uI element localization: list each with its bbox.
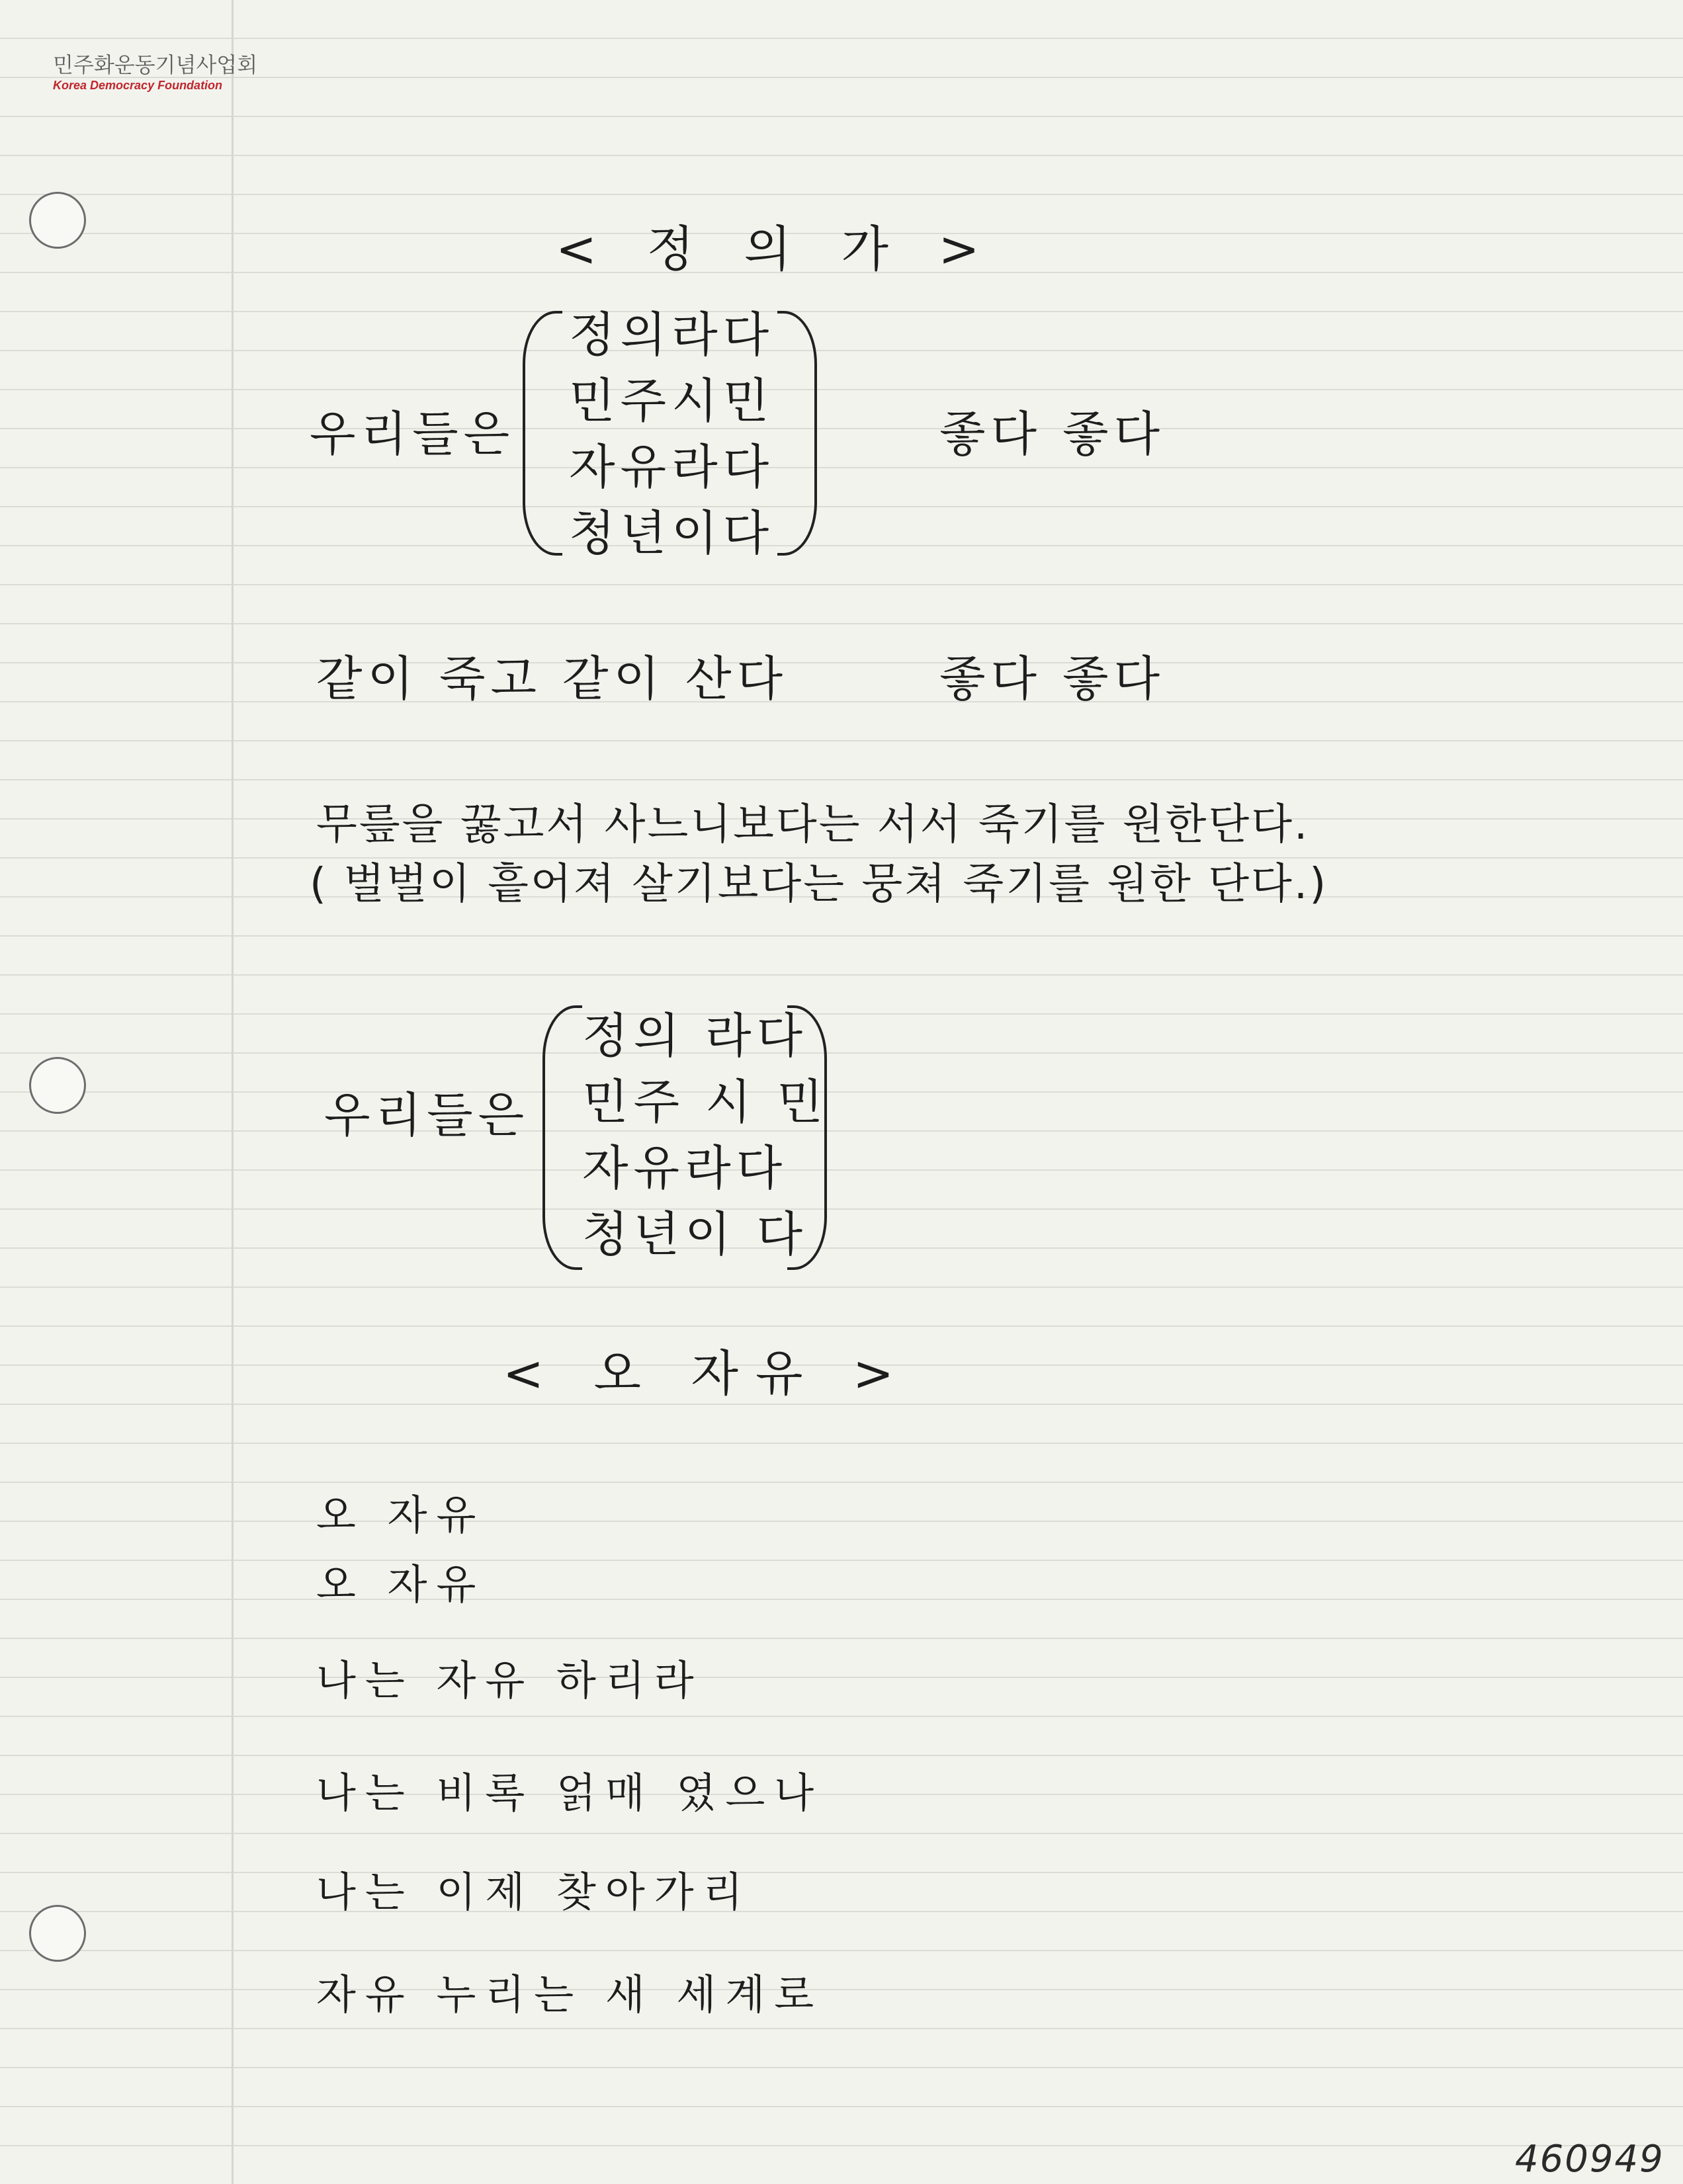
stanza2-right-brace (787, 1005, 827, 1270)
logo-english: Korea Democracy Foundation (53, 79, 223, 92)
line-together: 같이 죽고 같이 산다 (316, 651, 789, 706)
freedom-line-4: 나는 비록 얽매 였으나 (316, 1769, 824, 1817)
foundation-logo (53, 52, 258, 93)
freedom-line-3: 나는 자유 하리라 (316, 1656, 703, 1704)
stanza1-left-brace (523, 311, 562, 556)
stanza1-line-1: 정의라다 (569, 307, 775, 362)
line-together-refrain: 좋다 좋다 (939, 651, 1166, 706)
stanza1-refrain: 좋다 좋다 (939, 406, 1166, 462)
freedom-line-5: 나는 이제 찾아가리 (316, 1868, 752, 1916)
stanza1-line-4: 청년이다 (569, 505, 775, 561)
freedom-line-2: 오 자유 (316, 1560, 486, 1609)
stanza2-line-1: 정의 라다 (582, 1008, 808, 1064)
stanza1-line-3: 자유라다 (569, 439, 775, 495)
logo-korean: 민주화운동기념사업회 (53, 52, 258, 77)
punch-hole-top (29, 192, 86, 249)
stanza2-lead: 우리들은 (324, 1087, 530, 1143)
punch-hole-bottom (29, 1905, 86, 1962)
stanza2-line-4: 청년이 다 (582, 1206, 808, 1262)
freedom-line-6: 자유 누리는 새 세계로 (316, 1970, 824, 2019)
stanza2-line-3: 자유라다 (582, 1140, 788, 1196)
song-title-freedom: < 오 자유 > (503, 1345, 912, 1402)
stanza2-left-brace (542, 1005, 582, 1270)
line-kneel: 무릎을 꿇고서 사느니보다는 서서 죽기를 원한단다. (316, 800, 1310, 849)
stanza2-line-2: 민주 시 민 (582, 1074, 828, 1130)
stanza1-right-brace (777, 311, 817, 556)
punch-hole-middle (29, 1057, 86, 1114)
line-scatter: ( 벌벌이 흩어져 살기보다는 뭉쳐 죽기를 원한 단다.) (310, 860, 1328, 909)
freedom-line-1: 오 자유 (316, 1491, 486, 1539)
stanza1-lead: 우리들은 (310, 406, 515, 462)
document-number: 460949 (1515, 2138, 1664, 2181)
margin-rule (232, 0, 234, 2184)
stanza1-line-2: 민주시민 (569, 373, 775, 429)
song-title-justice: < 정 의 가 > (556, 221, 997, 278)
